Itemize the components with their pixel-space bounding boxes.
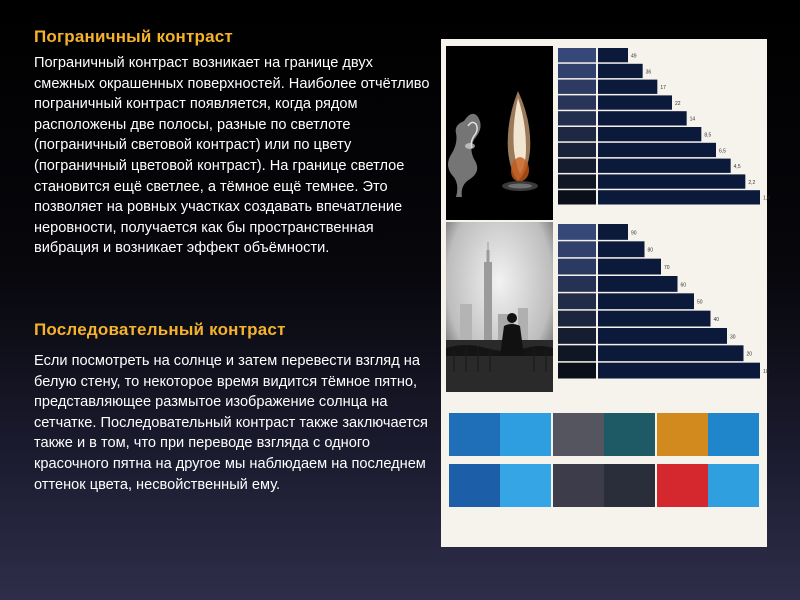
color-swatch <box>708 464 759 507</box>
scale-bar <box>598 127 701 141</box>
scale-bar <box>598 48 628 62</box>
scale-bar <box>598 80 657 94</box>
color-swatch <box>500 464 551 507</box>
scale-label: 4,5 <box>733 164 741 171</box>
color-swatch <box>500 413 551 456</box>
scale-bar <box>598 293 694 309</box>
scale-label: 90 <box>631 230 637 237</box>
color-swatch-group-orange-red <box>657 413 759 507</box>
scale-label: 8,5 <box>704 132 712 139</box>
gradient-step <box>558 111 596 125</box>
scale-bar <box>598 328 727 344</box>
scale-label: 80 <box>647 247 654 254</box>
gradient-step <box>558 95 596 109</box>
scale-label: 1,4 <box>763 195 770 202</box>
color-swatch <box>604 413 655 456</box>
gradient-step <box>558 363 596 379</box>
color-swatch <box>708 413 759 456</box>
gradient-step <box>558 311 596 327</box>
scale-label: 70 <box>664 265 670 272</box>
scale-label: 17 <box>660 85 666 92</box>
scale-label: 20 <box>746 351 753 358</box>
gradient-step <box>558 328 596 344</box>
section-title-border-contrast: Пограничный контраст <box>34 27 233 46</box>
scale-bar <box>598 241 645 257</box>
gradient-step <box>558 48 596 62</box>
color-swatch <box>657 413 708 456</box>
scale-bar <box>598 259 661 275</box>
contrast-illustration <box>441 39 770 547</box>
scale-label: 50 <box>697 299 703 306</box>
figurine-candle-photo <box>446 46 553 220</box>
gradient-step <box>558 241 596 257</box>
scale-bar <box>598 190 760 204</box>
scale-bar <box>598 64 643 78</box>
scale-bar <box>598 224 628 240</box>
color-swatch-group-blue <box>449 413 551 507</box>
gradient-step <box>558 143 596 157</box>
scale-bar <box>598 174 745 188</box>
gradient-step <box>558 174 596 188</box>
scale-label: 36 <box>645 69 652 76</box>
scale-label: 14 <box>689 116 696 123</box>
color-swatch <box>604 464 655 507</box>
scale-bar <box>598 311 711 327</box>
scale-label: 30 <box>730 334 736 341</box>
scale-bar <box>598 159 731 173</box>
scale-bar <box>598 276 678 292</box>
color-swatch <box>553 413 604 456</box>
scale-label: 40 <box>713 317 720 324</box>
section-text-border-contrast: Пограничный контраст возникает на границе двух смежных окрашенных поверхностей. Наиболее отчётливо пограничный контраст появляется, когда рядом расположены две полосы, разные по светлоте (пограничный световой контраст) или по цвету (пограничный цветовой контраст). На границе светлое становится ещё светлее, а тёмное ещё темнее. Это позволяет на ровных участках создавать впечатление неровности, получается как бы пространственная вибрация и возникает эффект объёмности. <box>34 55 430 257</box>
color-swatch-group-gray <box>553 413 655 507</box>
gradient-step <box>558 293 596 309</box>
scale-label: 60 <box>680 282 687 289</box>
scale-label: 6,5 <box>719 148 726 155</box>
gradient-step <box>558 80 596 94</box>
scale-label: 22 <box>675 100 681 107</box>
scale-bar <box>598 143 716 157</box>
brightness-scale-top <box>556 46 770 208</box>
brightness-scale-bottom <box>556 222 769 382</box>
scale-label: 10 <box>763 369 769 376</box>
gradient-step <box>558 345 596 361</box>
scale-label: 2,2 <box>748 179 756 186</box>
gradient-step <box>558 190 596 204</box>
color-swatch <box>449 464 500 507</box>
scale-bar <box>598 345 744 361</box>
section-text-successive-contrast: Если посмотреть на солнце и затем перевести взгляд на белую стену, то некоторое время видится тёмное пятно, представляющее размытое изображение солнца на сетчатке. Последовательный контраст также заключается также и в том, что при переводе взгляда с одного красочного пятна на другое мы наблюдаем на последнем оттенок цвета, несвойственный ему. <box>34 353 428 493</box>
gradient-step <box>558 259 596 275</box>
gradient-step <box>558 64 596 78</box>
gradient-step <box>558 224 596 240</box>
foggy-city-photo <box>446 222 553 392</box>
color-swatch <box>553 464 604 507</box>
gradient-step <box>558 276 596 292</box>
color-swatch <box>657 464 708 507</box>
scale-bar <box>598 95 672 109</box>
gradient-step <box>558 159 596 173</box>
scale-bar <box>598 111 687 125</box>
scale-label: 49 <box>631 53 637 60</box>
scale-bar <box>598 363 760 379</box>
gradient-step <box>558 127 596 141</box>
section-title-successive-contrast: Последовательный контраст <box>34 320 286 339</box>
color-swatch <box>449 413 500 456</box>
